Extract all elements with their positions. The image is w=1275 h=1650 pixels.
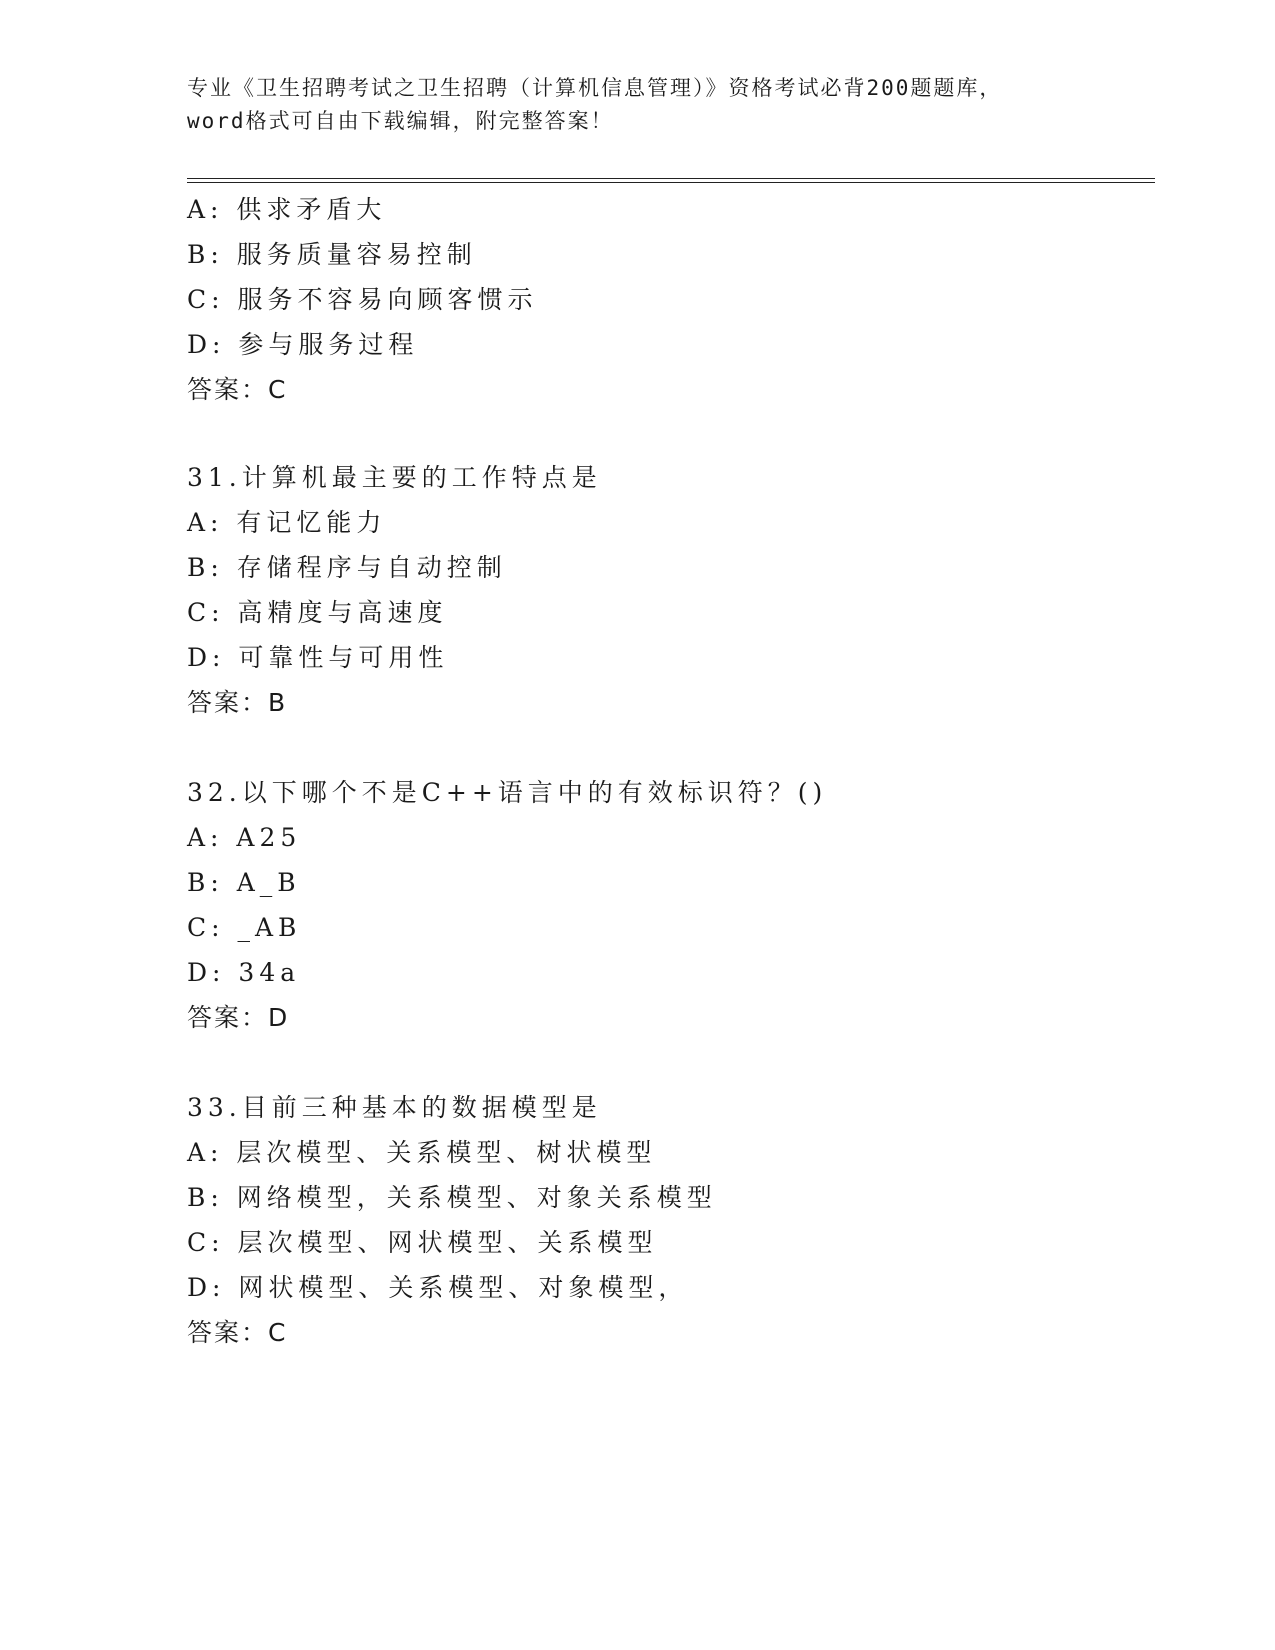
prev-option-b: B: 服务质量容易控制 — [187, 240, 477, 269]
question-33-stem: 33.目前三种基本的数据模型是 — [187, 1093, 602, 1122]
header-divider — [187, 178, 1155, 179]
question-33-answer: 答案：C — [187, 1318, 288, 1347]
question-31-option-a: A: 有记忆能力 — [187, 508, 387, 537]
question-31-answer: 答案：B — [187, 688, 288, 717]
prev-option-a: A: 供求矛盾大 — [187, 195, 387, 224]
header-divider-second — [187, 182, 1155, 183]
header-title-line-1: 专业《卫生招聘考试之卫生招聘（计算机信息管理）》资格考试必背200题题库， — [187, 76, 1003, 100]
question-32-answer: 答案：D — [187, 1003, 290, 1032]
header-title-line-2: word格式可自由下载编辑，附完整答案！ — [187, 109, 614, 133]
document-header — [187, 72, 1087, 138]
question-33-option-a: A: 层次模型、关系模型、树状模型 — [187, 1138, 657, 1167]
question-31-option-c: C: 高精度与高速度 — [187, 598, 448, 627]
question-31-option-d: D: 可靠性与可用性 — [187, 643, 449, 672]
question-33-option-c: C: 层次模型、网状模型、关系模型 — [187, 1228, 658, 1257]
prev-option-d: D: 参与服务过程 — [187, 330, 419, 359]
question-32-option-a: A: A25 — [187, 823, 302, 852]
question-32-option-d: D: 34a — [187, 958, 301, 987]
prev-answer: 答案：C — [187, 375, 288, 404]
question-31-stem: 31.计算机最主要的工作特点是 — [187, 463, 602, 492]
question-32-stem: 32.以下哪个不是C++语言中的有效标识符？() — [187, 778, 828, 807]
question-32-option-b: B: A_B — [187, 868, 301, 897]
question-31-option-b: B: 存储程序与自动控制 — [187, 553, 507, 582]
prev-option-c: C: 服务不容易向顾客惯示 — [187, 285, 538, 314]
question-33-option-b: B: 网络模型，关系模型、对象关系模型 — [187, 1183, 717, 1212]
question-33-option-d: D: 网状模型、关系模型、对象模型， — [187, 1273, 689, 1302]
question-32-option-c: C: _AB — [187, 913, 302, 942]
